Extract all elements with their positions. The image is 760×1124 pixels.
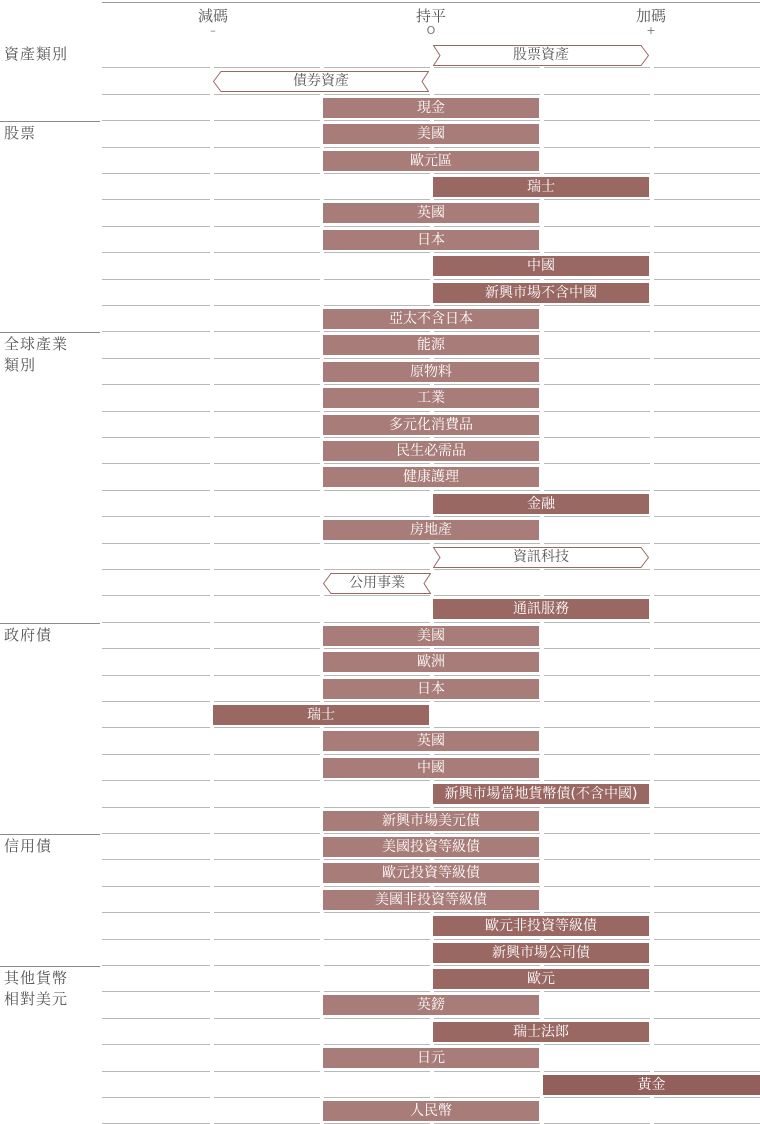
allocation-bar: 多元化消費品	[323, 415, 539, 435]
table-row	[0, 95, 760, 121]
allocation-bar: 歐元非投資等級債	[433, 916, 649, 936]
table-row	[0, 1072, 760, 1098]
table-header	[0, 0, 760, 42]
allocation-bar: 現金	[323, 98, 539, 118]
table-row	[0, 676, 760, 702]
allocation-bar: 瑞士	[433, 177, 649, 197]
header-underweight-label: 減碼	[197, 7, 228, 25]
header-neutral-symbol: O	[426, 24, 436, 37]
table-row	[0, 306, 760, 332]
allocation-marker-outline	[323, 573, 431, 594]
group-label: 股票	[4, 124, 37, 143]
allocation-bar: 工業	[323, 388, 539, 408]
allocation-marker-outline	[433, 45, 649, 66]
table-row	[0, 491, 760, 517]
table-row	[0, 464, 760, 490]
table-row	[0, 412, 760, 438]
allocation-bar: 瑞士	[213, 705, 429, 725]
table-row	[0, 280, 760, 306]
allocation-bar: 金融	[433, 494, 649, 514]
table-row	[0, 385, 760, 411]
allocation-bar: 美國非投資等級債	[323, 890, 539, 910]
allocation-bar: 新興市場當地貨幣債(不含中國)	[433, 784, 649, 804]
header-neutral	[376, 8, 486, 36]
allocation-bar: 英國	[323, 731, 539, 751]
group-label: 資產類別	[4, 45, 69, 63]
table-row	[0, 1019, 760, 1045]
allocation-bar: 歐洲	[323, 652, 539, 672]
header-neutral-label: 持平	[415, 7, 446, 25]
marker-label: 公用事業	[349, 575, 405, 591]
allocation-bar: 能源	[323, 335, 539, 355]
allocation-bar: 民生必需品	[323, 441, 539, 461]
table-row	[0, 992, 760, 1018]
table-row	[0, 42, 760, 68]
table-row	[0, 966, 760, 992]
table-row	[0, 200, 760, 226]
allocation-bar: 中國	[323, 758, 539, 778]
table-row	[0, 702, 760, 728]
table-row	[0, 887, 760, 913]
allocation-bar: 新興市場不含中國	[433, 283, 649, 303]
allocation-bar: 歐元	[433, 969, 649, 989]
table-row	[0, 940, 760, 966]
group-label: 全球產業 類別	[4, 335, 69, 375]
table-row	[0, 755, 760, 781]
marker-label: 債券資產	[293, 73, 349, 90]
table-row	[0, 834, 760, 860]
table-row	[0, 148, 760, 174]
allocation-bar: 日元	[323, 1048, 539, 1068]
allocation-bar: 中國	[433, 256, 649, 276]
allocation-bar: 歐元投資等級債	[323, 863, 539, 883]
table-row	[0, 544, 760, 570]
allocation-bar: 通訊服務	[433, 599, 649, 619]
allocation-bar: 新興市場美元債	[323, 811, 539, 831]
allocation-bar: 美國投資等級債	[323, 837, 539, 857]
allocation-bar: 美國	[323, 124, 539, 144]
allocation-marker-outline	[433, 547, 649, 568]
group-label: 政府債	[4, 625, 53, 644]
table-row	[0, 1045, 760, 1071]
table-row	[0, 623, 760, 649]
allocation-bar: 健康護理	[323, 467, 539, 487]
allocation-bar: 原物料	[323, 362, 539, 382]
table-row	[0, 596, 760, 622]
table-row	[0, 1098, 760, 1124]
header-top-rule	[102, 2, 760, 3]
allocation-bar: 黃金	[543, 1075, 760, 1095]
table-row	[0, 728, 760, 754]
table-row	[0, 913, 760, 939]
header-overweight	[596, 8, 706, 36]
header-underweight-symbol: –	[210, 24, 216, 37]
allocation-bar: 英鎊	[323, 995, 539, 1015]
group-label: 信用債	[4, 837, 53, 855]
allocation-bar: 亞太不含日本	[323, 309, 539, 329]
allocation-bar: 新興市場公司債	[433, 943, 649, 963]
header-overweight-symbol: +	[646, 24, 656, 37]
table-row	[0, 860, 760, 886]
table-row	[0, 68, 760, 94]
table-row	[0, 359, 760, 385]
allocation-bar: 日本	[323, 679, 539, 699]
allocation-marker-outline	[213, 71, 429, 92]
table-row	[0, 808, 760, 834]
allocation-bar: 歐元區	[323, 151, 539, 171]
marker-label: 股票資產	[513, 47, 569, 63]
table-row	[0, 174, 760, 200]
allocation-bar: 房地產	[323, 520, 539, 540]
table-row	[0, 649, 760, 675]
allocation-bar: 日本	[323, 230, 539, 250]
allocation-bar: 英國	[323, 203, 539, 223]
table-row	[0, 517, 760, 543]
allocation-bar: 人民幣	[323, 1101, 539, 1121]
marker-label: 資訊科技	[513, 548, 569, 565]
table-row	[0, 253, 760, 279]
header-underweight	[158, 8, 268, 36]
table-row	[0, 332, 760, 358]
table-row	[0, 121, 760, 147]
allocation-bar: 美國	[323, 626, 539, 646]
table-row	[0, 227, 760, 253]
allocation-bar: 瑞士法郎	[433, 1022, 649, 1042]
header-overweight-label: 加碼	[635, 7, 666, 25]
group-label: 其他貨幣 相對美元	[4, 969, 69, 1008]
table-row	[0, 438, 760, 464]
table-row	[0, 570, 760, 596]
table-row	[0, 781, 760, 807]
